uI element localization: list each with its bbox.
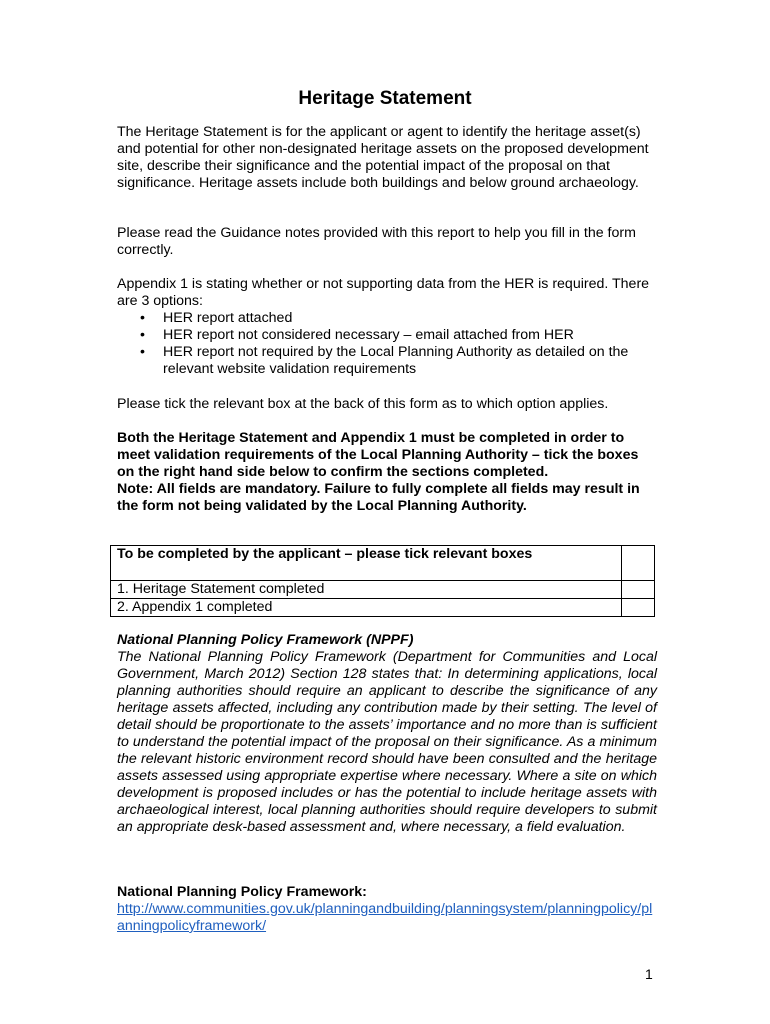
table-row [111,599,655,617]
row-label: 1. Heritage Statement completed [111,581,622,599]
appendix-intro: Appendix 1 is stating whether or not supporting data from the HER is required. There are 3 options: [117,276,650,309]
mandatory-paragraph: Both the Heritage Statement and Appendix 1 must be completed in order to meet validation requirements of the Local Planning Authority – tick the boxes on the right hand side below to confirm the sections completed. [117,430,639,480]
intro-paragraph: The Heritage Statement is for the applicant or agent to identify the heritage asset(s) and potential for other non-designated heritage assets on the proposed development site, describe their significance and the potential impact of the proposal on that significance. Heritage assets include both buildings and below ground archaeology. [117,124,649,191]
bullet-icon: • [140,344,145,360]
mandatory-section [117,430,657,515]
page-title: Heritage Statement [298,88,472,109]
link-heading: National Planning Policy Framework: [117,884,367,900]
table-row [111,581,655,599]
mandatory-note: Note: All fields are mandatory. Failure to fully complete all fields may result in the form not being validated by the Local Planning Authority. [117,481,640,514]
nppf-heading: National Planning Policy Framework (NPPF) [117,632,414,648]
table-header: To be completed by the applicant – please tick relevant boxes [111,546,622,581]
list-item: • HER report not required by the Local Planning Authority as detailed on the relevant website validation requirements [140,344,629,377]
tick-box-heritage-statement[interactable] [622,581,655,599]
page-number: 1 [645,966,653,982]
bullet-icon: • [140,327,145,343]
header-box [622,546,655,581]
nppf-link[interactable]: http://www.communities.gov.uk/planningandbuilding/planningsystem/planningpolicy/planningpolicyframework/ [117,901,653,934]
table-header-row [111,546,655,581]
list-item: • HER report not considered necessary – email attached from HER [140,327,574,343]
appendix-section [117,276,657,378]
row-label: 2. Appendix 1 completed [111,599,622,617]
nppf-section [117,632,657,836]
nppf-body: The National Planning Policy Framework (Department for Communities and Local Government, March 2012) Section 128 states that: In determining applications, local planning authorities should require an applicant to describe the significance of any heritage assets affected, including any contribution made by their setting. The level of detail should be proportionate to the assets’ importance and no more than is sufficient to understand the potential impact of the proposal on their significance. As a minimum the relevant historic environment record should have been consulted and the heritage assets assessed using appropriate expertise where necessary. Where a site on which development is proposed includes or has the potential to include heritage assets with archaeological interest, local planning authorities should require developers to submit an appropriate desk-based assessment and, where necessary, a field evaluation. [117,649,657,835]
options-list [117,310,657,378]
tick-instruction: Please tick the relevant box at the back of this form as to which option applies. [117,396,609,412]
list-item: • HER report attached [140,310,293,326]
bullet-icon: • [140,310,145,326]
link-section [117,884,657,935]
checklist-table [110,545,655,617]
tick-box-appendix-1[interactable] [622,599,655,617]
guidance-paragraph: Please read the Guidance notes provided with this report to help you fill in the form correctly. [117,225,636,258]
